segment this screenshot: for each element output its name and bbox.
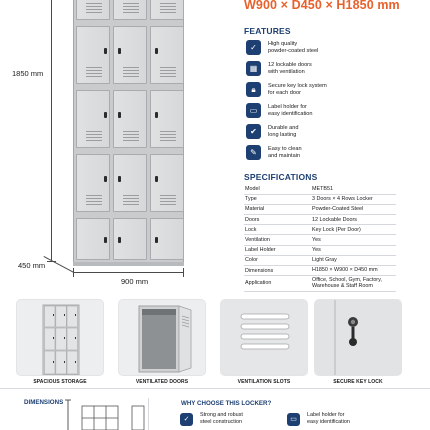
feature-text-line2: easy identification <box>268 110 313 117</box>
vent-slot <box>160 12 176 13</box>
feature-text-line1: Easy to clean <box>268 145 302 152</box>
vent-slot <box>160 134 176 135</box>
feature-item <box>246 40 358 55</box>
locker-door <box>150 154 184 212</box>
vent-slot <box>123 140 139 141</box>
spec-value: Key Lock (Per Door) <box>310 225 396 235</box>
why-item-label-line2: easy identification <box>307 418 350 425</box>
spec-key: Doors <box>244 215 310 225</box>
lock-icon: 🔒︎ <box>246 82 261 97</box>
vent-slot <box>123 67 139 68</box>
locker-front-icon <box>17 300 104 376</box>
spec-row <box>244 276 396 291</box>
spec-key: Lock <box>244 225 310 235</box>
label-icon: ▭ <box>287 413 300 426</box>
feature-text-line2: long lasting <box>268 131 297 138</box>
vent-slot <box>86 3 102 4</box>
spec-key: Application <box>244 276 310 291</box>
feature-text-line1: Label holder for <box>268 103 307 110</box>
vent-slot <box>160 6 176 7</box>
vent-slot <box>123 3 139 4</box>
vent-slot <box>86 76 102 77</box>
tile-secure-key-lock <box>314 299 402 376</box>
spec-key: Material <box>244 204 310 214</box>
spec-row <box>244 204 396 214</box>
width-dimension-label: 900 mm <box>121 277 149 286</box>
spec-key: Dimensions <box>244 266 310 276</box>
feature-text-line2: and maintain <box>268 152 301 159</box>
bottom-dimensions-title: DIMENSIONS <box>24 399 64 406</box>
spec-row <box>244 255 396 265</box>
door-lock-icon <box>104 112 107 118</box>
features-title: FEATURES <box>244 26 291 36</box>
vent-slot <box>86 9 102 10</box>
grid-icon: ▦ <box>246 61 261 76</box>
width-dimension-line <box>73 272 184 273</box>
open-locker-icon <box>119 300 206 376</box>
spec-key: Label Holder <box>244 245 310 255</box>
spec-row <box>244 235 396 245</box>
why-item-strong-line2: steel construction <box>200 418 242 425</box>
bottom-divider <box>148 398 149 430</box>
depth-dimension-label: 450 mm <box>18 261 46 270</box>
locker-door <box>76 0 110 20</box>
vent-slot <box>123 137 139 138</box>
tile-caption-ventilation-slots: VENTILATION SLOTS <box>237 379 291 385</box>
height-dimension-label: 1850 mm <box>12 69 44 78</box>
vent-slot <box>123 73 139 74</box>
spec-value: Yes <box>310 245 396 255</box>
vent-slot <box>86 137 102 138</box>
vent-slot <box>86 67 102 68</box>
vent-slot <box>86 131 102 132</box>
locker-door <box>76 26 110 84</box>
spec-key: Color <box>244 255 310 265</box>
locker-door <box>150 90 184 148</box>
feature-item <box>246 82 358 97</box>
door-lock-icon <box>104 176 107 182</box>
locker-door <box>113 0 147 20</box>
feature-text-line2: powder-coated steel <box>268 47 319 54</box>
dimensions-headline: W900 × D450 × H1850 mm <box>244 0 400 12</box>
vent-slot <box>86 70 102 71</box>
vent-slot <box>123 70 139 71</box>
door-lock-icon <box>104 48 107 54</box>
spec-value: Light Gray <box>310 255 396 265</box>
spec-value: Office, School, Gym, Factory, Warehouse & Staff Room <box>310 276 396 291</box>
tile-caption-ventilated-doors: VENTILATED DOORS <box>135 379 189 385</box>
feature-text <box>268 62 358 76</box>
locker-door <box>113 218 147 260</box>
label-icon: ▭ <box>246 103 261 118</box>
tile-spacious-storage <box>16 299 104 376</box>
vent-slot <box>160 3 176 4</box>
shield-icon: ✓ <box>246 40 261 55</box>
vent-slot <box>160 9 176 10</box>
locker-illustration <box>73 0 184 265</box>
shield-icon: ✓ <box>180 413 193 426</box>
width-dimension-tick-left <box>73 268 74 277</box>
mini-dimension-diagram <box>60 396 160 430</box>
spec-value: Powder-Coated Steel <box>310 204 396 214</box>
feature-text <box>268 125 358 139</box>
width-dimension-tick-right <box>183 268 184 277</box>
spec-key: Model <box>244 184 310 194</box>
section-divider <box>0 388 430 389</box>
feature-text <box>268 41 358 55</box>
door-lock-icon <box>155 48 158 54</box>
locker-door <box>113 26 147 84</box>
locker-door <box>113 90 147 148</box>
spec-row <box>244 184 396 194</box>
spec-row <box>244 215 396 225</box>
spec-row <box>244 266 396 276</box>
vent-slot <box>123 6 139 7</box>
feature-text-line2: with ventilation <box>268 68 305 75</box>
vent-slot <box>123 134 139 135</box>
vent-slot <box>123 204 139 205</box>
spec-key: Type <box>244 194 310 204</box>
why-item-label <box>307 412 350 425</box>
locker-door <box>150 218 184 260</box>
tile-caption-secure-key-lock: SECURE KEY LOCK <box>333 379 383 385</box>
door-lock-icon <box>155 176 158 182</box>
vent-slot <box>86 12 102 13</box>
vent-slot <box>86 204 102 205</box>
feature-text-line2: for each door <box>268 89 301 96</box>
vent-slot <box>123 198 139 199</box>
vent-slot <box>160 131 176 132</box>
vent-slot <box>160 140 176 141</box>
spec-value: H1850 × W900 × D450 mm <box>310 266 396 276</box>
vent-slot <box>160 67 176 68</box>
door-lock-icon <box>155 237 158 243</box>
why-item-strong-line1: Strong and robust <box>200 412 243 418</box>
locker-door <box>113 154 147 212</box>
locker-door <box>76 90 110 148</box>
vent-slot <box>86 134 102 135</box>
vent-slot <box>160 195 176 196</box>
locker-door <box>150 26 184 84</box>
tile-ventilation-slots <box>220 299 308 376</box>
door-lock-icon <box>104 237 107 243</box>
specifications-table <box>244 184 396 292</box>
vent-slot <box>160 204 176 205</box>
vent-slot <box>86 73 102 74</box>
locker-base <box>73 262 184 266</box>
vent-slot <box>123 131 139 132</box>
feature-item <box>246 103 358 118</box>
spec-row <box>244 225 396 235</box>
door-lock-icon <box>118 48 121 54</box>
vent-slot <box>123 12 139 13</box>
vent-slot <box>123 201 139 202</box>
feature-text <box>268 146 358 160</box>
vent-slot <box>86 195 102 196</box>
vent-slot <box>86 6 102 7</box>
feature-item <box>246 124 358 139</box>
door-lock-icon <box>118 176 121 182</box>
depth-dimension-line <box>44 256 74 273</box>
feature-text <box>268 83 358 97</box>
door-lock-icon <box>118 112 121 118</box>
spec-value: 3 Doors × 4 Rows Locker <box>310 194 396 204</box>
door-lock-icon <box>155 112 158 118</box>
check-badge-icon: ✔ <box>246 124 261 139</box>
feature-text-line1: 12 lockable doors <box>268 61 312 68</box>
feature-text-line1: High quality <box>268 40 298 47</box>
vent-slot <box>160 76 176 77</box>
feature-text <box>268 104 358 118</box>
vent-slot <box>123 9 139 10</box>
wrench-icon: ✎ <box>246 145 261 160</box>
feature-item <box>246 145 358 160</box>
tile-ventilated-doors <box>118 299 206 376</box>
vent-slot <box>160 137 176 138</box>
why-item-label-line1: Label holder for <box>307 412 345 418</box>
locker-door <box>76 154 110 212</box>
feature-text-line1: Durable and <box>268 124 299 131</box>
vent-slot <box>86 140 102 141</box>
spec-value: Yes <box>310 235 396 245</box>
tile-caption-spacious-storage: SPACIOUS STORAGE <box>33 379 87 385</box>
vent-slot <box>86 201 102 202</box>
feature-item <box>246 61 358 76</box>
vent-slot <box>86 198 102 199</box>
spec-row <box>244 245 396 255</box>
vent-slot <box>160 73 176 74</box>
locker-door <box>150 0 184 20</box>
spec-value: METB51 <box>310 184 396 194</box>
vent-slot <box>123 76 139 77</box>
vent-slots-icon <box>221 300 308 376</box>
spec-value: 12 Lockable Doors <box>310 215 396 225</box>
specifications-title: SPECIFICATIONS <box>244 172 318 182</box>
why-choose-title: WHY CHOOSE THIS LOCKER? <box>181 400 272 407</box>
spec-row <box>244 194 396 204</box>
vent-slot <box>160 70 176 71</box>
vent-slot <box>160 198 176 199</box>
vent-slot <box>160 201 176 202</box>
vent-slot <box>123 195 139 196</box>
locker-door <box>76 218 110 260</box>
key-lock-icon <box>315 300 402 376</box>
why-item-strong <box>200 412 243 425</box>
height-dimension-line <box>51 0 52 262</box>
spec-key: Ventilation <box>244 235 310 245</box>
feature-text-line1: Secure key lock system <box>268 82 327 89</box>
door-lock-icon <box>118 237 121 243</box>
